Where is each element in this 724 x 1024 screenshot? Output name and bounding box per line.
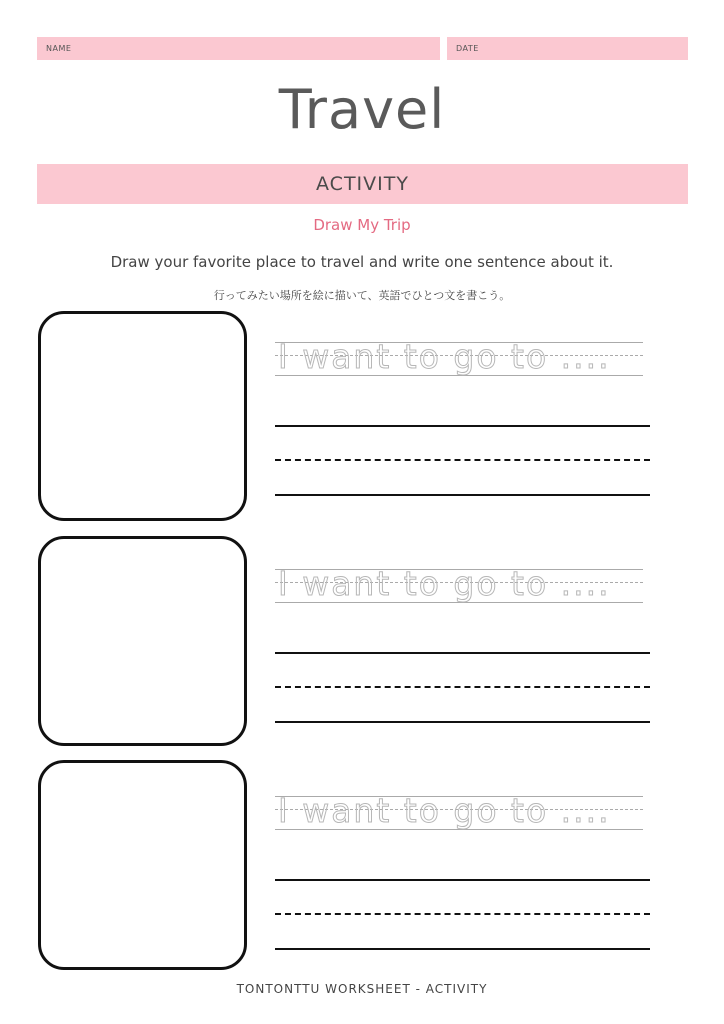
- writing-line-mid-1: [275, 459, 650, 461]
- instruction-japanese: 行ってみたい場所を絵に描いて、英語でひとつ文を書こう。: [213, 289, 511, 302]
- tracing-sentence-2: I want to go to ....: [278, 564, 611, 603]
- instruction-english: Draw your favorite place to travel and write one sentence about it.: [110, 253, 614, 271]
- activity-banner: ACTIVITY: [37, 164, 688, 204]
- writing-line-top-1[interactable]: [275, 425, 650, 427]
- writing-line-base-2[interactable]: [275, 721, 650, 723]
- date-field[interactable]: [447, 37, 688, 60]
- name-field[interactable]: [37, 37, 440, 60]
- writing-line-top-2[interactable]: [275, 652, 650, 654]
- writing-line-mid-3: [275, 913, 650, 915]
- footer-label: TONTONTTU WORKSHEET - ACTIVITY: [236, 982, 488, 996]
- writing-line-top-3[interactable]: [275, 879, 650, 881]
- writing-line-base-1[interactable]: [275, 494, 650, 496]
- drawing-box-3[interactable]: [38, 760, 247, 970]
- name-label: NAME: [46, 44, 72, 53]
- tracing-sentence-1: I want to go to ....: [278, 337, 611, 376]
- writing-line-base-3[interactable]: [275, 948, 650, 950]
- drawing-box-2[interactable]: [38, 536, 247, 746]
- writing-line-mid-2: [275, 686, 650, 688]
- date-label: DATE: [456, 44, 479, 53]
- page-title: Travel: [278, 78, 446, 141]
- tracing-sentence-3: I want to go to ....: [278, 791, 611, 830]
- drawing-box-1[interactable]: [38, 311, 247, 521]
- activity-subtitle: Draw My Trip: [313, 216, 411, 234]
